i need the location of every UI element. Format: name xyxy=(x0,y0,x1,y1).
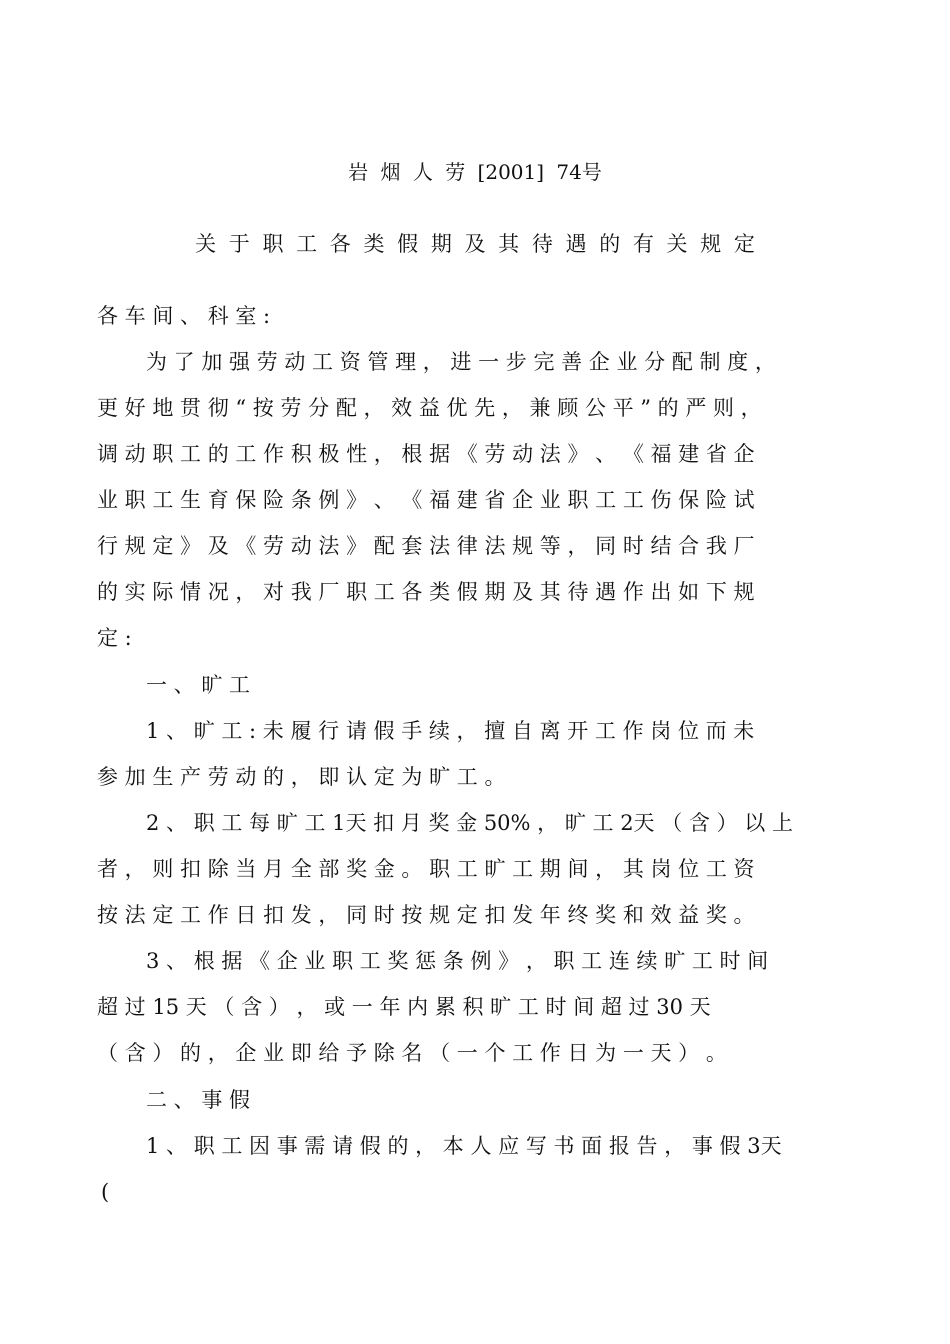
document-number: 岩 烟 人 劳 [2001] 74号 xyxy=(348,160,602,184)
section-2-line-1: 1 、 职 工 因 事 需 请 假 的 ， 本 人 应 写 书 面 报 告 ， 事 假 3天 xyxy=(146,1134,782,1158)
section-1-line-8: （ 含 ） 的 ， 企 业 即 给 予 除 名 （ 一 个 工 作 日 为 一 天 ） 。 xyxy=(97,1041,727,1065)
section-1-line-3: 2 、 职 工 每 旷 工 1天 扣 月 奖 金 50% ， 旷 工 2天 （ 含 ） 以 上 xyxy=(146,811,793,835)
section-1-line-4: 者 ， 则 扣 除 当 月 全 部 奖 金 。 职 工 旷 工 期 间 ， 其 岗 位 工 资 xyxy=(97,857,755,881)
intro-line-7: 定 : xyxy=(97,626,132,650)
section-2-line-2: ( xyxy=(101,1180,110,1204)
section-1-line-5: 按 法 定 工 作 日 扣 发 ， 同 时 按 规 定 扣 发 年 终 奖 和 效 益 奖 。 xyxy=(97,903,755,927)
section-2-heading: 二 、 事 假 xyxy=(146,1088,251,1112)
intro-line-5: 行 规 定 》 及 《 劳 动 法 》 配 套 法 律 法 规 等 ， 同 时 结 合 我 厂 xyxy=(97,534,755,558)
section-1-heading: 一 、 旷 工 xyxy=(146,673,251,697)
intro-line-1: 为 了 加 强 劳 动 工 资 管 理 ， 进 一 步 完 善 企 业 分 配 制 度 ， xyxy=(146,350,776,374)
intro-line-3: 调 动 职 工 的 工 作 积 极 性 ， 根 据 《 劳 动 法 》 、 《 福 建 省 企 xyxy=(97,442,755,466)
document-title: 关 于 职 工 各 类 假 期 及 其 待 遇 的 有 关 规 定 xyxy=(195,232,755,256)
salutation: 各 车 间 、 科 室 : xyxy=(97,304,271,328)
intro-line-4: 业 职 工 生 育 保 险 条 例 》 、 《 福 建 省 企 业 职 工 工 伤 保 险 试 xyxy=(97,488,755,512)
intro-line-2: 更 好 地 贯 彻 “ 按 劳 分 配 ， 效 益 优 先 ， 兼 顾 公 平 ” 的 严 则 ， xyxy=(97,396,762,420)
section-1-line-6: 3 、 根 据 《 企 业 职 工 奖 惩 条 例 》 ， 职 工 连 续 旷 工 时 间 xyxy=(146,949,769,973)
section-1-line-1: 1 、 旷 工 : 未 履 行 请 假 手 续 ， 擅 自 离 开 工 作 岗 位 而 未 xyxy=(146,719,755,743)
section-1-line-7: 超 过 15 天 （ 含 ） ， 或 一 年 内 累 积 旷 工 时 间 超 过 30 天 xyxy=(97,995,711,1019)
intro-line-6: 的 实 际 情 况 ， 对 我 厂 职 工 各 类 假 期 及 其 待 遇 作 出 如 下 规 xyxy=(97,580,755,604)
section-1-line-2: 参 加 生 产 劳 动 的 ， 即 认 定 为 旷 工 。 xyxy=(97,765,506,789)
